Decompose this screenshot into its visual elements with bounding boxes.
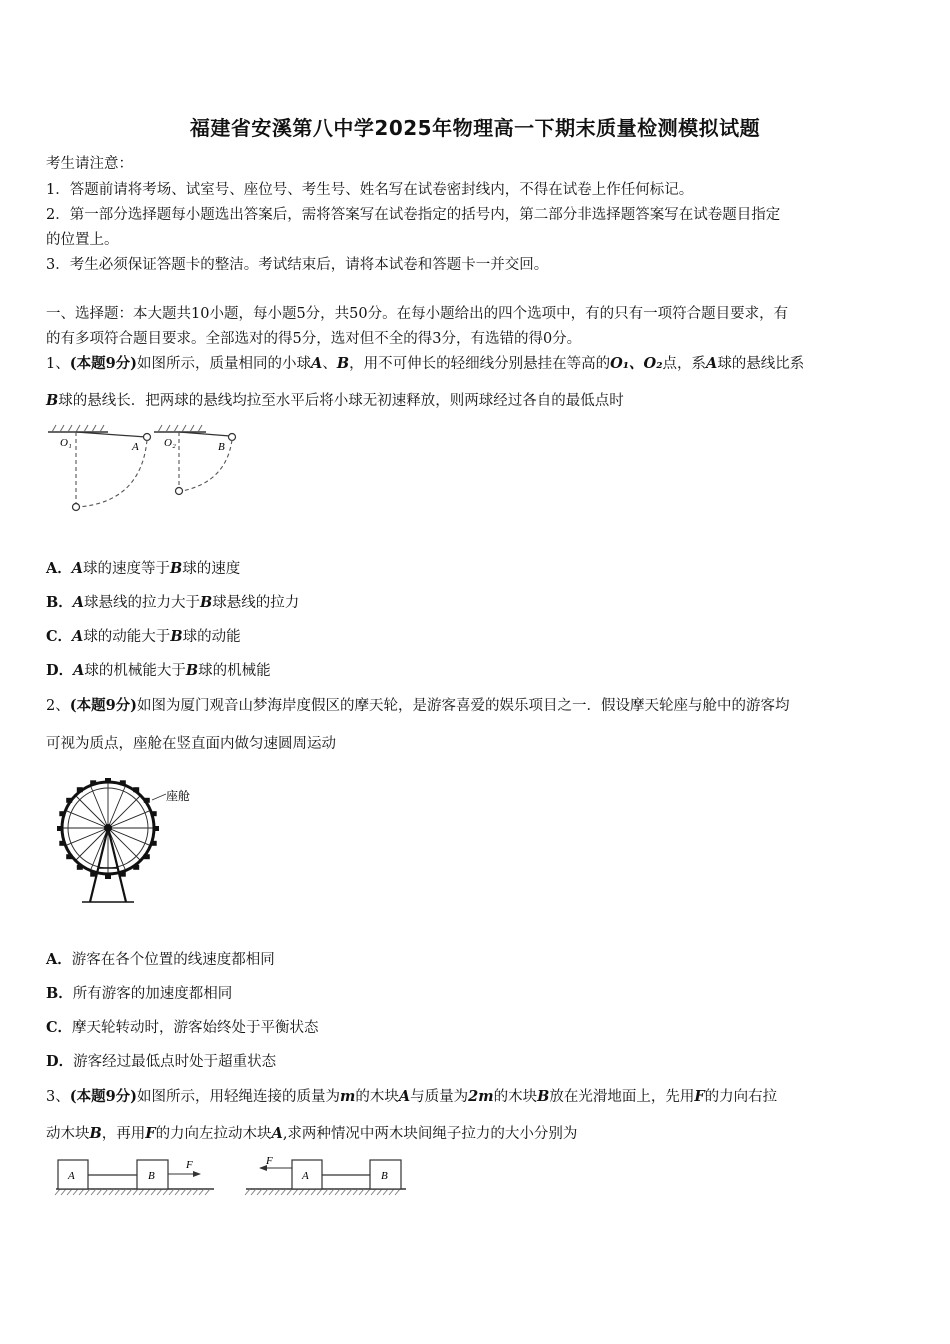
wheel-cabin	[90, 780, 96, 785]
q2-text: 如图为厦门观音山梦海岸度假区的摩天轮，是游客喜爱的娱乐项目之一．假设摩天轮座与舱中的游客均	[137, 698, 790, 714]
q3-text: 与质量为	[410, 1089, 469, 1105]
q2-score: (本题9分)	[69, 697, 138, 714]
q3-text: 动木块	[46, 1126, 90, 1142]
q1-symbol: B	[336, 355, 350, 372]
ground-hatch	[133, 1189, 138, 1195]
ground-hatch	[73, 1189, 78, 1195]
ground-hatch	[139, 1189, 144, 1195]
ground-hatch	[311, 1189, 316, 1195]
option-symbol: A	[71, 560, 84, 577]
ground-hatch	[323, 1189, 328, 1195]
q2-ferris-wheel-figure	[52, 764, 212, 906]
ground-hatch	[365, 1189, 370, 1195]
ground-hatch	[199, 1189, 204, 1195]
q3-text: 如图所示，用轻绳连接的质量为	[137, 1089, 341, 1105]
q1-symbol: B	[46, 392, 59, 409]
ground-hatch	[187, 1189, 192, 1195]
ground-hatch	[205, 1189, 210, 1195]
q1-option-d[interactable]	[46, 659, 271, 680]
option-text: 球的机械能	[198, 663, 271, 679]
ground-hatch	[281, 1189, 286, 1195]
ground-hatch	[181, 1189, 186, 1195]
q1-fig-label-a: A	[132, 441, 139, 453]
wheel-cabin	[105, 874, 111, 879]
section-heading-line2: 的有多项符合题目要求。全部选对的得5分，选对但不全的得3分，有选错的得0分。	[46, 331, 582, 347]
ground-hatch	[151, 1189, 156, 1195]
q1-symbol: A	[706, 355, 718, 372]
option-symbol: B	[170, 560, 183, 577]
option-text: 游客经过最低点时处于超重状态	[73, 1054, 277, 1070]
ground-hatch	[163, 1189, 168, 1195]
q2-option-a[interactable]	[46, 948, 275, 969]
wheel-cabin	[59, 811, 65, 816]
q1-option-b[interactable]	[46, 591, 299, 612]
q3-text: 的木块	[493, 1089, 538, 1105]
ground-hatch	[91, 1189, 96, 1195]
q1-text: 球的悬线比系	[717, 356, 805, 372]
q2-option-c[interactable]	[46, 1016, 319, 1037]
ground-hatch	[335, 1189, 340, 1195]
wheel-cabin	[151, 841, 157, 846]
option-letter: C．	[46, 1019, 73, 1036]
ground-hatch	[353, 1189, 358, 1195]
q3-symbol: B	[89, 1125, 102, 1142]
notice-item-3: 3．考生必须保证答题卡的整洁。考试结束后，请将本试卷和答题卡一并交回。	[46, 257, 549, 273]
q3-blocks-figure	[52, 1152, 414, 1202]
ground-hatch	[109, 1189, 114, 1195]
option-symbol: A	[73, 662, 85, 679]
q3-symbol: B	[537, 1088, 550, 1105]
ground-hatch	[67, 1189, 72, 1195]
q1-stem-line2	[46, 389, 624, 410]
wheel-cabin	[77, 865, 83, 870]
q3-text: ,求两种情况中两木块间绳子拉力的大小分别为	[282, 1126, 578, 1142]
q1-fig-label-o2: O₂	[164, 437, 176, 449]
q3-score: (本题9分)	[69, 1088, 138, 1105]
q3-text: 的力向左拉动木块	[155, 1126, 272, 1142]
page-title: 福建省安溪第八中学2025年物理高一下期末质量检测模拟试题	[189, 116, 761, 140]
option-letter: C．	[46, 628, 73, 645]
notice-item-1: 1．答题前请将考场、试室号、座位号、考生号、姓名写在试卷密封线内，不得在试卷上作任何标记。	[46, 182, 694, 198]
option-letter: D．	[46, 662, 74, 679]
wheel-cabin	[120, 780, 126, 785]
q2-number: 2、	[46, 698, 70, 714]
q1-text: 球的悬线长．把两球的悬线均拉至水平后将小球无初速释放，则两球经过各自的最低点时	[58, 393, 624, 409]
option-letter: A．	[46, 951, 72, 968]
ground-hatch	[257, 1189, 262, 1195]
ground-hatch	[251, 1189, 256, 1195]
q3-fig2-label-a: A	[302, 1170, 309, 1182]
ground-hatch	[305, 1189, 310, 1195]
wheel-cabin	[153, 826, 159, 831]
option-text: 球的速度等于	[83, 561, 171, 577]
ground-hatch	[175, 1189, 180, 1195]
wheel-cabin	[133, 787, 139, 792]
q3-text: 的木块	[355, 1089, 399, 1105]
option-text: 所有游客的加速度都相同	[72, 986, 233, 1002]
q3-stem-line1	[46, 1085, 777, 1106]
q1-text: 如图所示，质量相同的小球	[137, 356, 312, 372]
wheel-spoke	[108, 796, 141, 829]
wheel-cabin	[59, 841, 65, 846]
ground-hatch	[121, 1189, 126, 1195]
ground-hatch	[389, 1189, 394, 1195]
wheel-cabin	[66, 798, 72, 803]
q1-symbol: O₁、O₂	[610, 355, 663, 372]
q3-stem-line2	[46, 1122, 577, 1143]
q1-text: 点，系	[662, 356, 707, 372]
ground-hatch	[97, 1189, 102, 1195]
ground-hatch	[341, 1189, 346, 1195]
wheel-cabin	[151, 811, 157, 816]
q2-stem-line1	[46, 694, 790, 715]
ground-hatch	[299, 1189, 304, 1195]
q3-text: 放在光滑地面上，先用	[549, 1089, 695, 1105]
wheel-cabin	[144, 798, 150, 803]
q3-symbol: F	[145, 1125, 156, 1142]
q3-symbol: m	[340, 1088, 356, 1105]
q2-option-d[interactable]	[46, 1050, 276, 1071]
q1-text: 、	[322, 356, 337, 372]
option-symbol: A	[72, 594, 85, 611]
ground-hatch	[377, 1189, 382, 1195]
option-text: 球的速度	[182, 561, 241, 577]
q1-pendulum-figure	[46, 420, 246, 516]
q3-fig1-label-b: B	[148, 1170, 155, 1182]
ground-hatch	[157, 1189, 162, 1195]
option-letter: B．	[46, 985, 73, 1002]
ground-hatch	[329, 1189, 334, 1195]
notice-item-2: 2．第一部分选择题每小题选出答案后，需将答案写在试卷指定的括号内，第二部分非选择题答案写在试卷题目指定	[46, 207, 781, 223]
wheel-cabin	[133, 865, 139, 870]
ground-hatch	[79, 1189, 84, 1195]
wheel-cabin	[57, 826, 63, 831]
q3-symbol: A	[271, 1125, 283, 1142]
ground-hatch	[145, 1189, 150, 1195]
option-text: 游客在各个位置的线速度都相同	[71, 952, 275, 968]
q1-fig-label-b: B	[218, 441, 225, 453]
q3-symbol: 2m	[468, 1088, 494, 1105]
option-symbol: B	[185, 662, 199, 679]
ground-hatch	[115, 1189, 120, 1195]
ground-hatch	[55, 1189, 60, 1195]
ground-hatch	[275, 1189, 280, 1195]
q2-option-b[interactable]	[46, 982, 232, 1003]
wheel-cabin	[144, 854, 150, 859]
option-text: 球悬线的拉力大于	[84, 595, 201, 611]
ground-hatch	[269, 1189, 274, 1195]
q3-fig1-label-a: A	[68, 1170, 75, 1182]
q1-symbol: A	[311, 355, 323, 372]
ground-hatch	[287, 1189, 292, 1195]
ground-hatch	[193, 1189, 198, 1195]
q1-option-a[interactable]	[46, 557, 240, 578]
q1-text: ，用不可伸长的轻细线分别悬挂在等高的	[349, 356, 611, 372]
q2-stem-line2: 可视为质点，座舱在竖直面内做匀速圆周运动	[46, 736, 336, 752]
option-text: 摩天轮转动时，游客始终处于平衡状态	[72, 1020, 319, 1036]
q3-symbol: F	[694, 1088, 705, 1105]
wheel-cabin	[66, 854, 72, 859]
ground-hatch	[103, 1189, 108, 1195]
q3-number: 3、	[46, 1089, 70, 1105]
q3-fig2-label-b: B	[381, 1170, 388, 1182]
wheel-cabin	[77, 787, 83, 792]
ground-hatch	[383, 1189, 388, 1195]
q3-fig2-label-f: F	[266, 1155, 273, 1167]
option-letter: A．	[46, 560, 72, 577]
option-symbol: B	[170, 628, 183, 645]
ground-hatch	[127, 1189, 132, 1195]
ground-hatch	[317, 1189, 322, 1195]
ground-hatch	[263, 1189, 268, 1195]
ground-hatch	[293, 1189, 298, 1195]
section-heading-line1: 一、选择题：本大题共10小题，每小题5分，共50分。在每小题给出的四个选项中，有的只有一项符合题目要求，有	[46, 306, 789, 322]
ground-hatch	[169, 1189, 174, 1195]
notice-item-2-cont: 的位置上。	[46, 232, 119, 248]
q1-number: 1、	[46, 356, 70, 372]
option-text: 球悬线的拉力	[212, 595, 300, 611]
option-letter: B．	[46, 594, 73, 611]
option-letter: D．	[46, 1053, 74, 1070]
option-text: 球的动能大于	[83, 629, 171, 645]
option-symbol: A	[72, 628, 84, 645]
ground-hatch	[359, 1189, 364, 1195]
option-text: 球的动能	[182, 629, 241, 645]
ground-hatch	[61, 1189, 66, 1195]
q2-fig-label-cabin: 座舱	[166, 789, 191, 803]
option-text: 球的机械能大于	[84, 663, 186, 679]
ground-hatch	[371, 1189, 376, 1195]
q3-symbol: A	[398, 1088, 411, 1105]
ground-hatch	[85, 1189, 90, 1195]
q3-fig1-label-f: F	[186, 1159, 193, 1171]
q1-score: (本题9分)	[69, 355, 138, 372]
q3-text: 的力向右拉	[704, 1089, 778, 1105]
wheel-cabin	[105, 778, 111, 783]
ground-hatch	[347, 1189, 352, 1195]
ground-hatch	[245, 1189, 250, 1195]
q1-fig-label-o1: O₁	[60, 437, 72, 449]
q3-text: ，再用	[101, 1126, 146, 1142]
q1-stem-line1	[46, 352, 804, 373]
wheel-spoke	[76, 796, 109, 829]
q1-option-c[interactable]	[46, 625, 241, 646]
ground-hatch	[395, 1189, 400, 1195]
option-symbol: B	[200, 594, 213, 611]
notice-heading: 考生请注意：	[46, 156, 133, 172]
